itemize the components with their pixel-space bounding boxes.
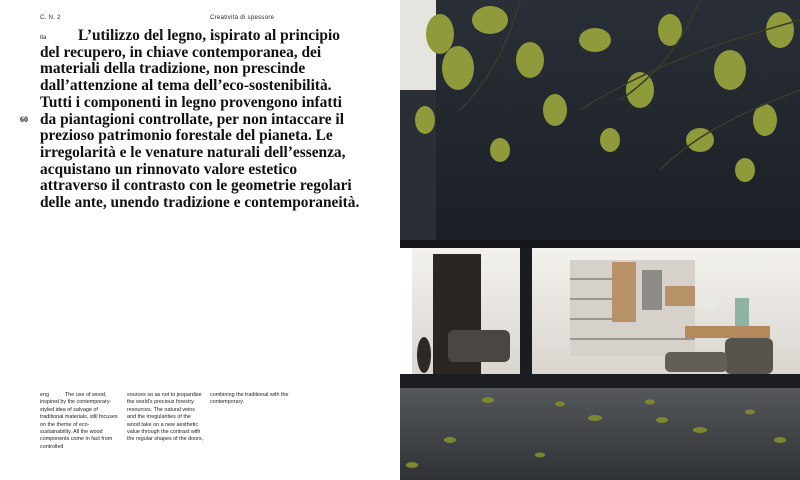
italian-language-label: ita bbox=[40, 35, 47, 41]
sculpture bbox=[735, 298, 749, 326]
lamp-shade bbox=[702, 298, 718, 310]
grey-door bbox=[642, 270, 662, 310]
armchair-left bbox=[448, 330, 510, 362]
english-text-column-1 bbox=[40, 392, 118, 451]
vase bbox=[417, 337, 431, 373]
stone-pavement bbox=[400, 388, 800, 480]
running-header-right: Creatività di spessore bbox=[210, 15, 275, 21]
wood-door-1 bbox=[612, 262, 636, 322]
photo-illustration bbox=[400, 0, 800, 480]
armchair-right bbox=[725, 338, 773, 374]
english-language-label: eng bbox=[40, 392, 49, 398]
running-header-left: C. N. 2 bbox=[40, 15, 61, 21]
english-text-column-3: combining the traditional with the contemporary. bbox=[210, 392, 289, 406]
wood-door-2 bbox=[665, 286, 695, 306]
pouf bbox=[665, 352, 727, 372]
english-text-column-2: sources so as not to jeopardise the world's precious forestry resources. The natural veins and the irregularities of the wood take on a new aesthetic value through the contrast with the regular shapes of the doors, bbox=[127, 392, 204, 443]
window-header-beam bbox=[400, 240, 800, 248]
house-interior-photo bbox=[400, 0, 800, 480]
window-mullion bbox=[520, 248, 532, 376]
page-number: 60 bbox=[20, 115, 28, 124]
window-sill bbox=[400, 374, 800, 388]
italian-body-text: L’utilizzo del legno, ispirato al principio del recupero, in chiave contemporanea, dei materiali della tradizione, non prescinde dall’attenzione al tema dell’eco-sostenibilità. Tutti i componenti in legno provengono infatti da piantagioni controllate, per non intaccare il prezioso patrimonio forestale del pianeta. Le irregolarità e le venature naturali dell’essenza, acquistano un rinnovato valore estetico attraverso il contrasto con le geometrie regolari delle ante, unendo tradizione e contemporaneità. bbox=[40, 27, 360, 212]
english-text-part-1: The use of wood, inspired by the contemporary-styled idea of salvage of traditional materials, still focuses on the theme of eco-sustainability. All the wood components come in fact from controlled bbox=[40, 392, 118, 450]
sideboard bbox=[685, 326, 770, 338]
